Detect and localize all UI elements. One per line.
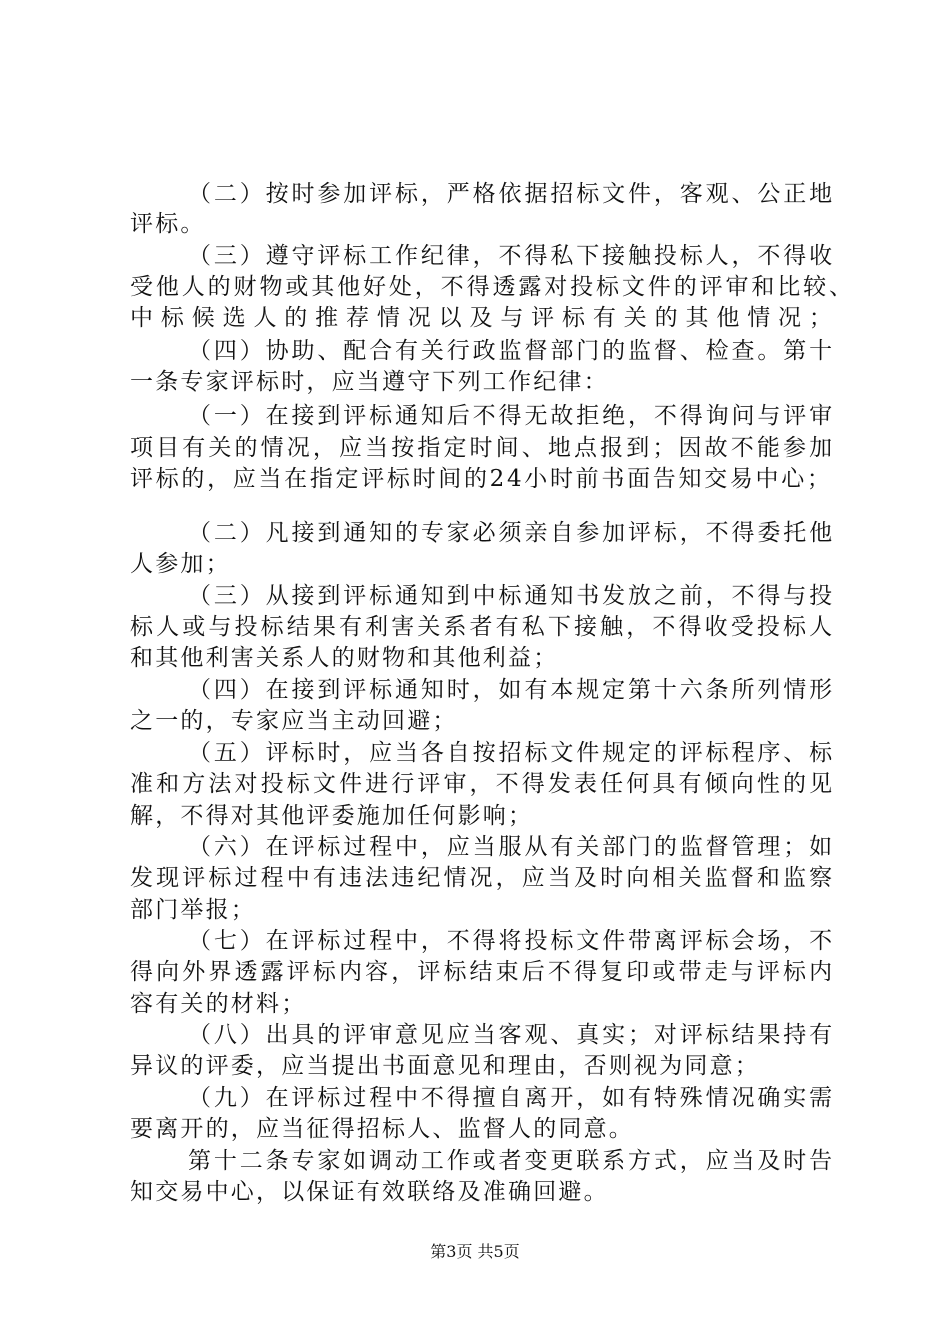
line-text: （四）协助、配合有关行政监督部门的监督、检查。第十: [188, 338, 835, 364]
line-text: （四）在接到评标通知时，如有本规定第十六条所列情形: [188, 677, 835, 703]
paragraph-line: [0, 925, 950, 957]
paragraph-line: [0, 800, 950, 832]
paragraph-line: [0, 463, 950, 495]
paragraph-line: [0, 674, 950, 706]
paragraph-line: [0, 548, 950, 580]
line-text: 标人或与投标结果有利害关系者有私下接触，不得收受投标人: [130, 614, 836, 640]
paragraph-line: [0, 862, 950, 894]
paragraph-line: [0, 1082, 950, 1114]
line-text: （一）在接到评标通知后不得无故拒绝，不得询问与评审: [188, 403, 835, 429]
line-text: （五）评标时，应当各自按招标文件规定的评标程序、标: [188, 740, 835, 766]
line-text: （九）在评标过程中不得擅自离开，如有特殊情况确实需: [188, 1085, 835, 1111]
paragraph-line: [0, 432, 950, 464]
line-text: 知交易中心，以保证有效联络及准确回避。: [130, 1179, 609, 1205]
paragraph-line: [0, 768, 950, 800]
paragraph-line: [0, 831, 950, 863]
paragraph-line: [0, 1113, 950, 1145]
line-text: 一条专家评标时，应当遵守下列工作纪律：: [130, 369, 609, 395]
line-text: 评标的，应当在指定评标时间的24小时前书面告知交易中心；: [130, 466, 833, 492]
paragraph-line: [0, 271, 950, 303]
line-text: 准和方法对投标文件进行评审，不得发表任何具有倾向性的见: [130, 771, 836, 797]
paragraph-line: [0, 517, 950, 549]
line-text: 部门举报；: [130, 897, 256, 923]
paragraph-line: [0, 1145, 950, 1177]
paragraph-line: [0, 302, 950, 334]
paragraph-line: [0, 400, 950, 432]
line-text: （三）从接到评标通知到中标通知书发放之前，不得与投: [188, 583, 835, 609]
paragraph-line: [0, 642, 950, 674]
paragraph-line: [0, 178, 950, 210]
line-text: （二）凡接到通知的专家必须亲自参加评标，不得委托他: [188, 520, 835, 546]
line-text: 人参加；: [130, 551, 231, 577]
paragraph-line: [0, 611, 950, 643]
line-text: 之一的，专家应当主动回避；: [130, 708, 458, 734]
paragraph-line: [0, 1019, 950, 1051]
paragraph-line: [0, 894, 950, 926]
line-text: 受他人的财物或其他好处，不得透露对投标文件的评审和比较、: [130, 274, 855, 300]
line-text: 异议的评委，应当提出书面意见和理由，否则视为同意；: [130, 1053, 760, 1079]
paragraph-line: [0, 580, 950, 612]
paragraph-line: [0, 366, 950, 398]
paragraph-line: [0, 956, 950, 988]
paragraph-line: [0, 705, 950, 737]
line-text: 容有关的材料；: [130, 991, 307, 1017]
line-text: （三）遵守评标工作纪律，不得私下接触投标人，不得收: [188, 243, 835, 269]
paragraph-line: [0, 240, 950, 272]
line-text: 得向外界透露评标内容，评标结束后不得复印或带走与评标内: [130, 959, 836, 985]
line-text: （二）按时参加评标，严格依据招标文件，客观、公正地: [188, 181, 835, 207]
page-footer: 第3页 共5页: [430, 1242, 520, 1261]
paragraph-line: [0, 988, 950, 1020]
line-text: 评标。: [130, 211, 206, 237]
line-text: 要离开的，应当征得招标人、监督人的同意。: [130, 1116, 634, 1142]
line-text: （七）在评标过程中，不得将投标文件带离评标会场，不: [188, 928, 835, 954]
line-text: （六）在评标过程中，应当服从有关部门的监督管理；如: [188, 834, 835, 860]
line-text: （八）出具的评审意见应当客观、真实；对评标结果持有: [188, 1022, 835, 1048]
line-text: 中标候选人的推荐情况以及与评标有关的其他情况；: [130, 305, 840, 331]
line-text: 第十二条专家如调动工作或者变更联系方式，应当及时告: [188, 1148, 835, 1174]
paragraph-line: [0, 208, 950, 240]
line-text: 项目有关的情况，应当按指定时间、地点报到；因故不能参加: [130, 435, 836, 461]
line-text: 发现评标过程中有违法违纪情况，应当及时向相关监督和监察: [130, 865, 836, 891]
line-text: 和其他利害关系人的财物和其他利益；: [130, 645, 559, 671]
paragraph-line: [0, 1176, 950, 1208]
paragraph-line: [0, 1050, 950, 1082]
line-text: 解，不得对其他评委施加任何影响；: [130, 803, 534, 829]
paragraph-line: [0, 335, 950, 367]
paragraph-line: [0, 737, 950, 769]
